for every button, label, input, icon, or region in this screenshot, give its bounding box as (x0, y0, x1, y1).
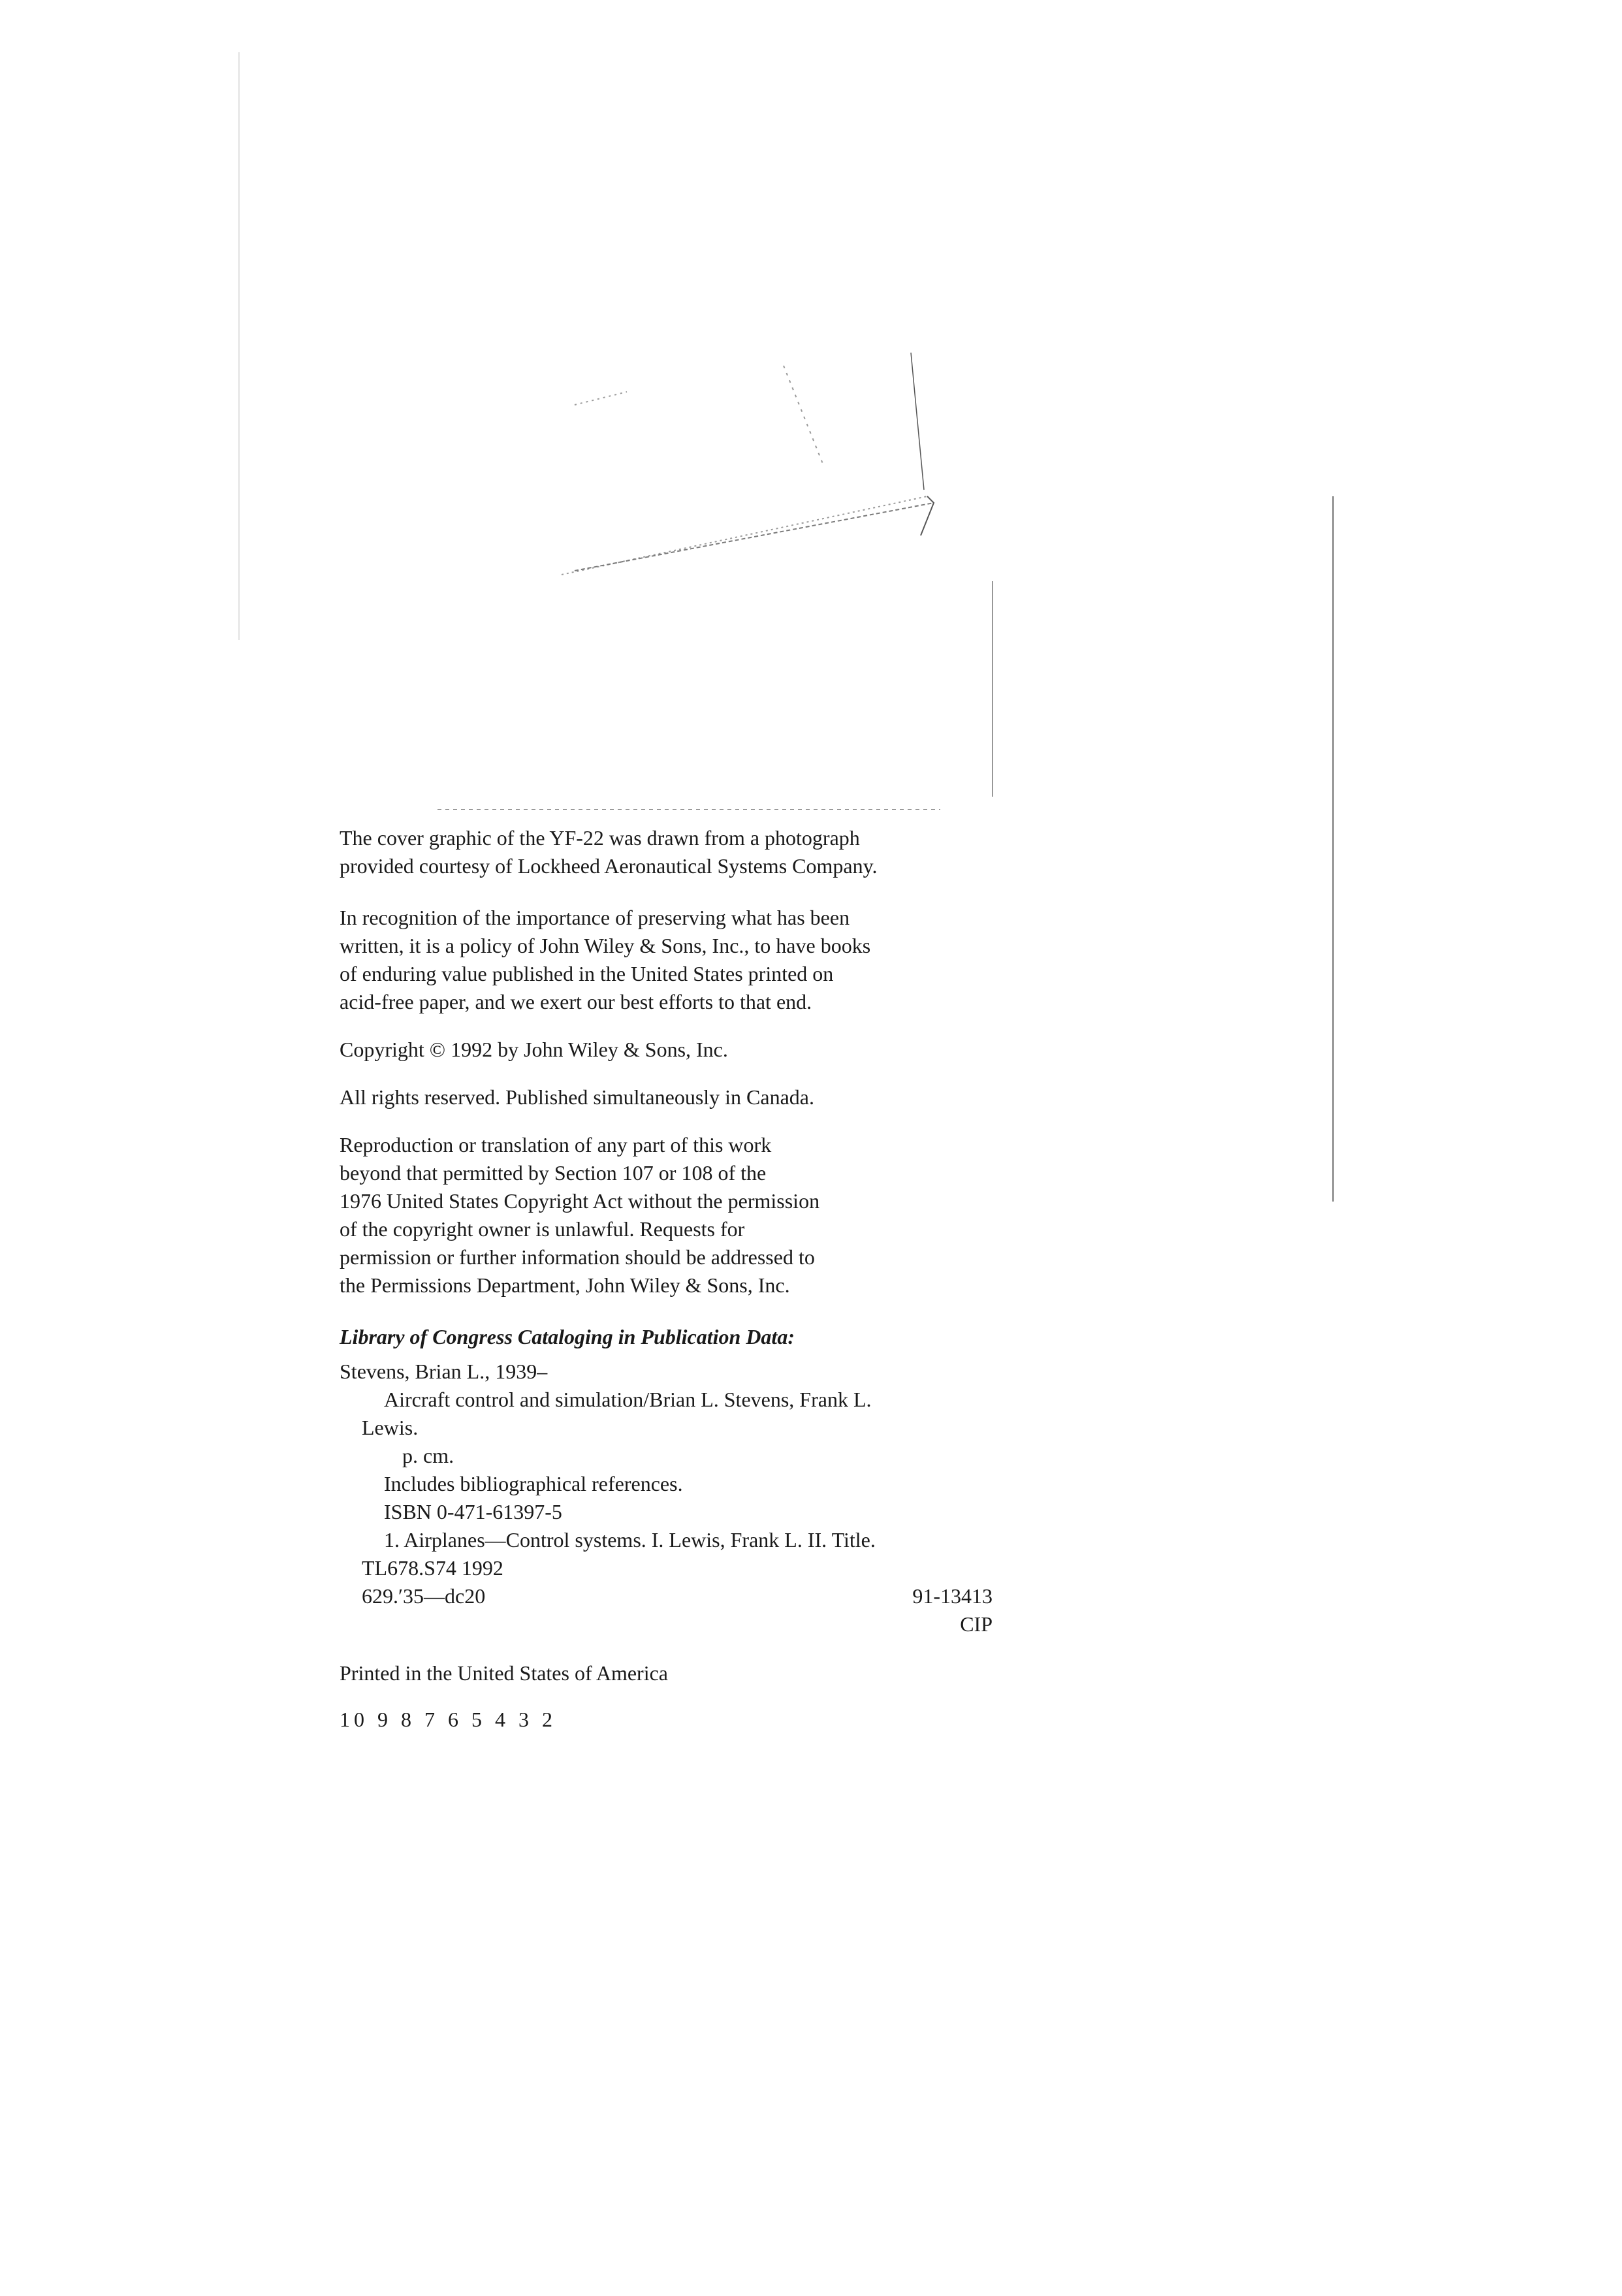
cip-includes: Includes bibliographical references. (384, 1472, 683, 1495)
cip-label-row (340, 1610, 1019, 1638)
print-line: 10 9 8 7 6 5 4 3 2 (340, 1708, 556, 1731)
cip-record (340, 1358, 1019, 1638)
margin-mark (1332, 496, 1334, 1202)
cover-graphic-sketch (418, 340, 1006, 810)
copyright-line: Copyright © 1992 by John Wiley & Sons, Inc. (340, 1038, 728, 1061)
cip-title-cont: Lewis. (362, 1416, 419, 1439)
cip-heading: Library of Congress Cataloging in Publication Data: (340, 1325, 795, 1348)
copyright-page-text (340, 824, 1019, 1734)
printed-in-line: Printed in the United States of America (340, 1661, 668, 1685)
cover-note: The cover graphic of the YF-22 was drawn from a photograph provided courtesy of Lockheed Aeronautical Systems Company. (340, 826, 878, 878)
reproduction-paragraph: Reproduction or translation of any part of this work beyond that permitted by Section 107 or 108 of the 1976 United States Copyright Act without the permission of the copyright owner is unlawful. Requests for permission or further information should be addressed to the Permissions Department, John Wiley & Sons, Inc. (340, 1133, 820, 1297)
cip-lc-class: TL678.S74 1992 (362, 1556, 503, 1580)
cip-isbn: ISBN 0-471-61397-5 (384, 1500, 562, 1523)
cip-lccn: 91-13413 (912, 1584, 993, 1608)
cip-subjects: 1. Airplanes—Control systems. I. Lewis, Frank L. II. Title. (384, 1528, 876, 1552)
cip-author: Stevens, Brian L., 1939– (340, 1360, 548, 1383)
margin-mark (238, 52, 240, 640)
cip-label: CIP (960, 1612, 993, 1636)
cip-pages: p. cm. (402, 1444, 454, 1467)
recognition-paragraph: In recognition of the importance of preserving what has been written, it is a policy of John Wiley & Sons, Inc., to have books of enduring value published in the United States printed on acid-free paper, and we exert our best efforts to that end. (340, 906, 871, 1013)
cip-dewey: 629.′35—dc20 (362, 1584, 486, 1608)
cip-title: Aircraft control and simulation/Brian L. Stevens, Frank L. (384, 1388, 872, 1411)
rights-line: All rights reserved. Published simultaneously in Canada. (340, 1085, 814, 1109)
cip-dewey-row (340, 1582, 1019, 1610)
